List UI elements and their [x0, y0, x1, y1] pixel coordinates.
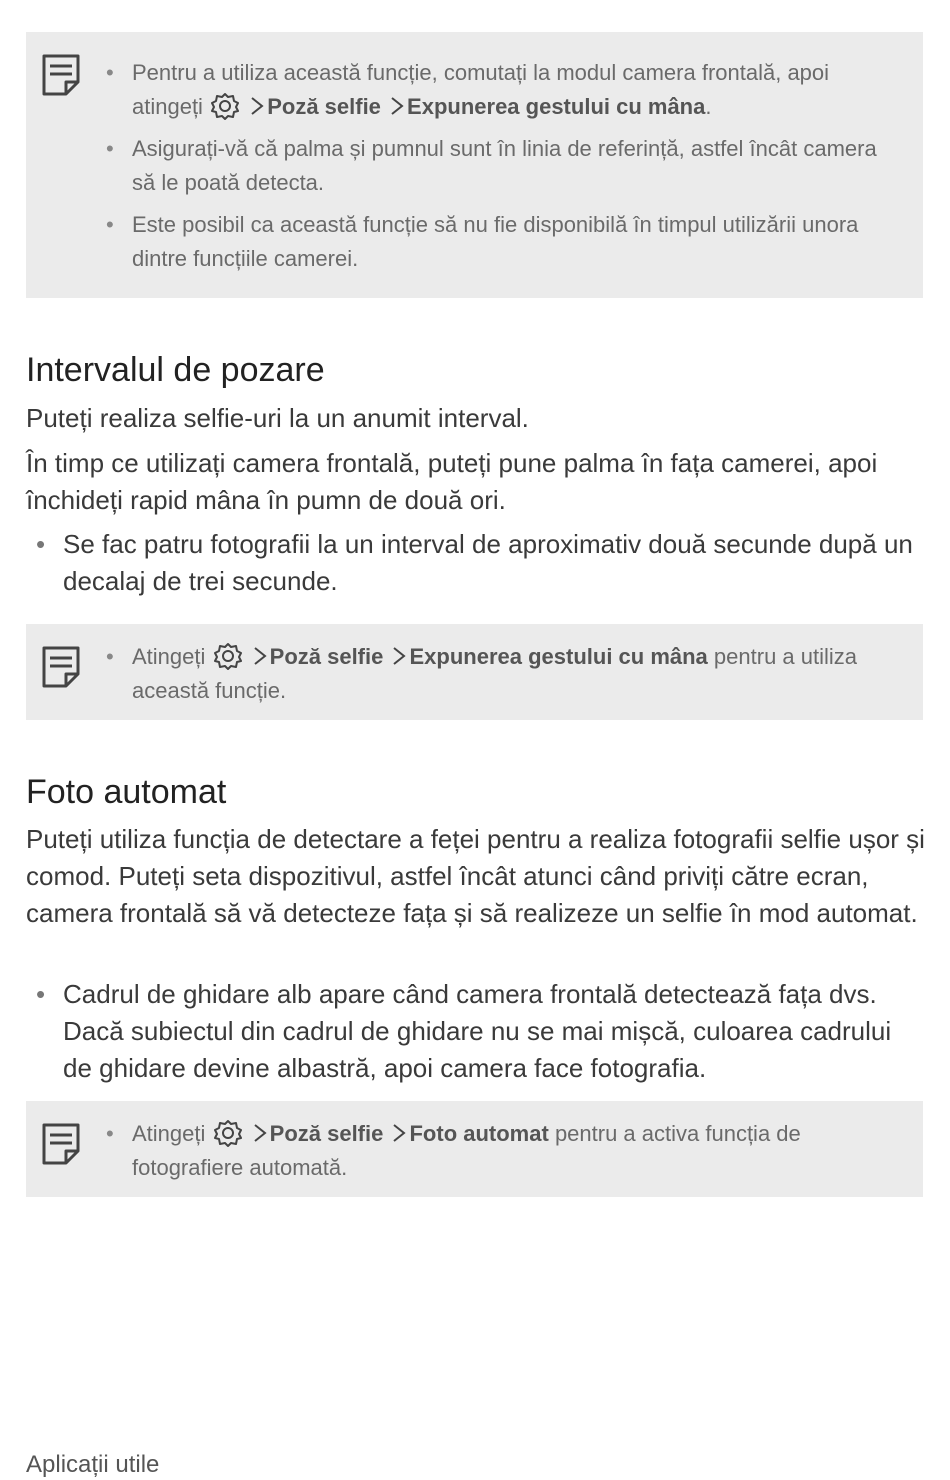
note-item — [106, 640, 903, 708]
gear-icon — [212, 1119, 244, 1147]
note-item — [106, 56, 903, 124]
note-item: • Asigurați-vă că palma și pumnul sunt în linia de referință, astfel încât camera să le poată detecta. — [106, 132, 903, 200]
menu-step-selfie: Poză selfie — [267, 94, 381, 119]
note-item: • Este posibil ca această funcție să nu fie disponibilă în timpul utilizării unora dintre funcțiile camerei. — [106, 208, 903, 276]
chevron-right-icon — [391, 645, 407, 667]
menu-step-selfie: Poză selfie — [269, 1121, 384, 1146]
paragraph: În timp ce utilizați camera frontală, puteți pune palma în fața camerei, apoi închideți rapid mâna în pumn de două ori. — [26, 448, 878, 515]
chevron-right-icon — [252, 645, 268, 667]
chevron-right-icon — [391, 1122, 407, 1144]
note-box-3 — [26, 1101, 923, 1197]
chevron-right-icon — [249, 95, 265, 117]
note-box-1 — [26, 32, 923, 298]
chevron-right-icon — [389, 95, 405, 117]
note-list-3 — [106, 1117, 903, 1193]
note-text: Atingeți — [132, 644, 206, 669]
gear-icon — [209, 92, 241, 120]
note-icon — [42, 1123, 80, 1165]
note-list-1 — [106, 56, 903, 284]
note-list-2 — [106, 640, 903, 716]
note-text: Pentru a utiliza această funcție, comutați la modul camera frontală, apoi atingeți — [132, 60, 830, 119]
note-text: pentru a utiliza această funcție. — [132, 644, 858, 703]
bullet-item: • Cadrul de ghidare alb apare când camera frontală detectează fața dvs. Dacă subiectul din cadrul de ghidare nu se mai mișcă, culoarea cadrului de ghidare devine albastră, apoi camera face fotografia. — [26, 976, 926, 1087]
note-text: Atingeți — [132, 1121, 206, 1146]
note-text: . — [705, 94, 712, 119]
menu-step-gesture: Expunerea gestului cu mâna — [407, 94, 706, 119]
note-icon — [42, 646, 80, 688]
menu-step-selfie: Poză selfie — [269, 644, 384, 669]
note-item — [106, 1117, 903, 1185]
section-title-interval: Intervalul de pozare — [26, 351, 325, 389]
menu-step-gesture: Expunerea gestului cu mâna — [409, 644, 708, 669]
bullet-item: • Se fac patru fotografii la un interval de aproximativ două secunde după un decalaj de trei secunde. — [26, 526, 926, 600]
menu-step-auto-photo: Foto automat — [409, 1121, 549, 1146]
section-title-auto-photo: Foto automat — [26, 773, 227, 811]
note-box-2 — [26, 624, 923, 720]
note-text: pentru a activa funcția de fotografiere automată. — [132, 1121, 801, 1180]
paragraph: Puteți utiliza funcția de detectare a feței pentru a realiza fotografii selfie ușor și comod. Puteți seta dispozitivul, astfel încât atunci când priviți către ecran, camera frontală să vă detecteze fața și să realizeze un selfie în mod automat. — [26, 824, 925, 928]
chevron-right-icon — [252, 1122, 268, 1144]
page-footer: Aplicații utile — [26, 1451, 160, 1478]
paragraph: Puteți realiza selfie-uri la un anumit interval. — [26, 403, 529, 433]
gear-icon — [212, 642, 244, 670]
note-icon — [42, 54, 80, 96]
